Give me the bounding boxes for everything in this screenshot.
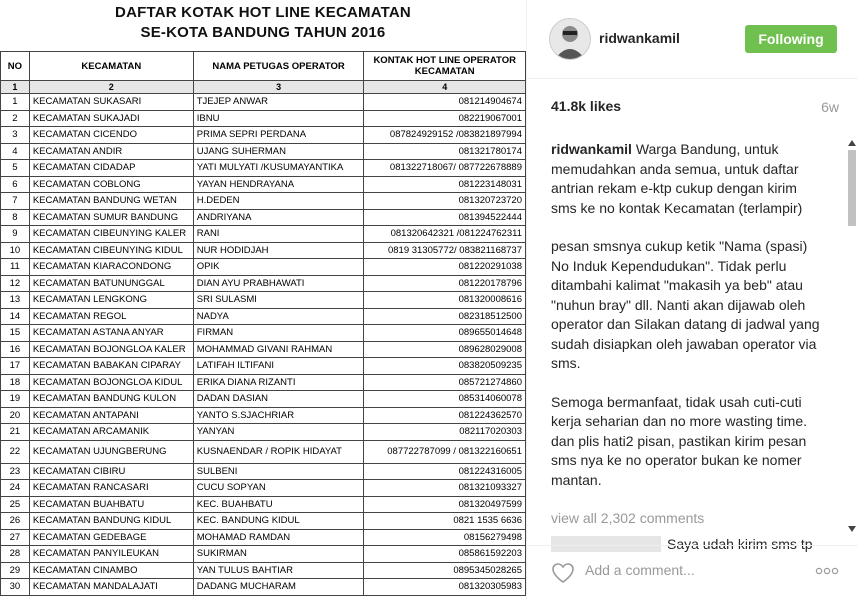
cell-kecamatan: KECAMATAN PANYILEUKAN [29, 546, 193, 563]
table-header-row [1, 52, 526, 81]
cell-kontak: 08156279498 [364, 529, 526, 546]
table-row [1, 259, 526, 276]
cell-no: 17 [1, 358, 30, 375]
following-button[interactable]: Following [745, 25, 837, 53]
cell-no: 9 [1, 226, 30, 243]
caption-paragraph-2: pesan smsnya cukup ketik "Nama (spasi) No Induk Kependudukan". Tidak perlu ditambahi kalimat "makasih ya beb" atau "nuhun bray" dll. Nanti akan dijawab oleh operator dan Silakan datang di jadwal yang sudah disiapkan oleh jawaban operator via sms. [551, 238, 820, 371]
cell-nama: YANYAN [193, 424, 364, 441]
cell-kontak: 085721274860 [364, 374, 526, 391]
table-row [1, 176, 526, 193]
cell-kecamatan: KECAMATAN BOJONGLOA KIDUL [29, 374, 193, 391]
cell-no: 1 [1, 94, 30, 111]
cell-kecamatan: KECAMATAN CIBIRU [29, 463, 193, 480]
table-row [1, 209, 526, 226]
table-row [1, 562, 526, 579]
caption-text-1: Warga Bandung, untuk memudahkan anda semua, untuk daftar antrian rekam e-ktp cukup dengan kirim sms ke no kontak Kecamatan (terlampir) [551, 141, 803, 216]
column-number-row [1, 81, 526, 94]
cell-kecamatan: KECAMATAN BANDUNG KULON [29, 391, 193, 408]
cell-kecamatan: KECAMATAN ANDIR [29, 143, 193, 160]
cell-kecamatan: KECAMATAN SUMUR BANDUNG [29, 209, 193, 226]
cell-no: 24 [1, 480, 30, 497]
cell-kontak: 081220178796 [364, 275, 526, 292]
cell-kontak: 081320305983 [364, 579, 526, 596]
cell-kecamatan: KECAMATAN CIDADAP [29, 160, 193, 177]
table-row [1, 374, 526, 391]
cell-kontak: 082117020303 [364, 424, 526, 441]
cell-kecamatan: KECAMATAN SUKAJADI [29, 110, 193, 127]
table-row [1, 308, 526, 325]
cell-nama: MOHAMMAD GIVANI RAHMAN [193, 341, 364, 358]
table-row [1, 341, 526, 358]
cell-kecamatan: KECAMATAN BANDUNG KIDUL [29, 513, 193, 530]
table-row [1, 546, 526, 563]
cell-kontak: 089628029008 [364, 341, 526, 358]
cell-nama: SULBENI [193, 463, 364, 480]
cell-nama: OPIK [193, 259, 364, 276]
cell-kontak: 0819 31305772/ 083821168737 [364, 242, 526, 259]
header-no: NO [1, 52, 30, 81]
cell-no: 6 [1, 176, 30, 193]
scroll-thumb[interactable] [848, 150, 856, 226]
table-row [1, 143, 526, 160]
username[interactable]: ridwankamil [599, 30, 680, 46]
cell-nama: TJEJEP ANWAR [193, 94, 364, 111]
avatar-image [550, 19, 590, 59]
caption-username[interactable]: ridwankamil [551, 141, 632, 157]
cell-no: 28 [1, 546, 30, 563]
table-row [1, 424, 526, 441]
post-sidebar [526, 0, 858, 600]
post-footer [527, 545, 858, 601]
cell-no: 3 [1, 127, 30, 144]
cell-kontak: 081214904674 [364, 94, 526, 111]
caption-paragraph-3: Semoga bermanfaat, tidak usah cuti-cuti kerja seharian dan no more wasting time. dan plis hati2 pisan, pastikan kirim pesan sms nya ke no operator bukan ke nomer mantan. [551, 393, 808, 488]
cell-kontak: 087722787099 / 081322160651 [364, 440, 526, 463]
cell-no: 20 [1, 407, 30, 424]
cell-kontak: 0895345028265 [364, 562, 526, 579]
cell-kontak: 081223148031 [364, 176, 526, 193]
table-row [1, 226, 526, 243]
cell-kecamatan: KECAMATAN CINAMBO [29, 562, 193, 579]
cell-nama: ANDRIYANA [193, 209, 364, 226]
cell-nama: YAYAN HENDRAYANA [193, 176, 364, 193]
more-options-icon[interactable] [815, 566, 839, 576]
table-row [1, 193, 526, 210]
cell-kecamatan: KECAMATAN ASTANA ANYAR [29, 325, 193, 342]
table-row [1, 94, 526, 111]
cell-kontak: 081321780174 [364, 143, 526, 160]
post-time: 6w [821, 99, 839, 115]
cell-kontak: 085314060078 [364, 391, 526, 408]
table-row [1, 391, 526, 408]
table-row [1, 480, 526, 497]
cell-kontak: 081320642321 /081224762311 [364, 226, 526, 243]
cell-kecamatan: KECAMATAN CIBEUNYING KIDUL [29, 242, 193, 259]
cell-kecamatan: KECAMATAN UJUNGBERUNG [29, 440, 193, 463]
cell-no: 5 [1, 160, 30, 177]
cell-nama: IBNU [193, 110, 364, 127]
cell-nama: SUKIRMAN [193, 546, 364, 563]
cell-kontak: 081220291038 [364, 259, 526, 276]
cell-kecamatan: KECAMATAN BOJONGLOA KALER [29, 341, 193, 358]
hotline-table [0, 51, 526, 596]
cell-nama: DADANG MUCHARAM [193, 579, 364, 596]
cell-no: 29 [1, 562, 30, 579]
table-row [1, 358, 526, 375]
cell-no: 2 [1, 110, 30, 127]
cell-no: 4 [1, 143, 30, 160]
cell-no: 14 [1, 308, 30, 325]
cell-kecamatan: KECAMATAN COBLONG [29, 176, 193, 193]
cell-kecamatan: KECAMATAN BANDUNG WETAN [29, 193, 193, 210]
cell-no: 30 [1, 579, 30, 596]
cell-nama: FIRMAN [193, 325, 364, 342]
cell-kecamatan: KECAMATAN GEDEBAGE [29, 529, 193, 546]
cell-nama: PRIMA SEPRI PERDANA [193, 127, 364, 144]
cell-nama: NADYA [193, 308, 364, 325]
add-comment-input[interactable]: Add a comment... [585, 562, 695, 578]
cell-nama: NUR HODIDJAH [193, 242, 364, 259]
cell-kontak: 081224362570 [364, 407, 526, 424]
cell-kontak: 089655014648 [364, 325, 526, 342]
cell-nama: ERIKA DIANA RIZANTI [193, 374, 364, 391]
comments-area [551, 140, 826, 552]
cell-nama: KEC. BUAHBATU [193, 496, 364, 513]
header-nama: NAMA PETUGAS OPERATOR [193, 52, 364, 81]
cell-no: 7 [1, 193, 30, 210]
cell-nama: KEC. BANDUNG KIDUL [193, 513, 364, 530]
cell-kontak: 081320723720 [364, 193, 526, 210]
likes-count[interactable]: 41.8k likes [551, 98, 622, 114]
header-kecamatan: KECAMATAN [29, 52, 193, 81]
cell-no: 27 [1, 529, 30, 546]
cell-no: 22 [1, 440, 30, 463]
cell-kontak: 081322718067/ 087722678889 [364, 160, 526, 177]
table-row [1, 440, 526, 463]
heart-icon[interactable] [551, 562, 575, 584]
cell-no: 18 [1, 374, 30, 391]
cell-kontak: 082318512500 [364, 308, 526, 325]
cell-no: 15 [1, 325, 30, 342]
cell-no: 13 [1, 292, 30, 309]
cell-nama: UJANG SUHERMAN [193, 143, 364, 160]
table-row [1, 325, 526, 342]
cell-kecamatan: KECAMATAN BATUNUNGGAL [29, 275, 193, 292]
cell-kecamatan: KECAMATAN BABAKAN CIPARAY [29, 358, 193, 375]
cell-no: 12 [1, 275, 30, 292]
cell-nama: DIAN AYU PRABHAWATI [193, 275, 364, 292]
cell-kecamatan: KECAMATAN RANCASARI [29, 480, 193, 497]
cell-nama: SRI SULASMI [193, 292, 364, 309]
cell-nama: YANTO S.SJACHRIAR [193, 407, 364, 424]
colnum-1: 1 [1, 81, 30, 94]
cell-no: 10 [1, 242, 30, 259]
cell-kecamatan: KECAMATAN LENGKONG [29, 292, 193, 309]
cell-kontak: 081321093327 [364, 480, 526, 497]
table-row [1, 513, 526, 530]
cell-no: 23 [1, 463, 30, 480]
cell-no: 16 [1, 341, 30, 358]
cell-kecamatan: KECAMATAN KIARACONDONG [29, 259, 193, 276]
cell-kecamatan: KECAMATAN ARCAMANIK [29, 424, 193, 441]
avatar[interactable] [549, 18, 591, 60]
sheet-title: DAFTAR KOTAK HOT LINE KECAMATAN [115, 4, 411, 21]
cell-kontak: 081394522444 [364, 209, 526, 226]
table-row [1, 529, 526, 546]
cell-nama: DADAN DASIAN [193, 391, 364, 408]
cell-kecamatan: KECAMATAN CIBEUNYING KALER [29, 226, 193, 243]
cell-kontak: 081224316005 [364, 463, 526, 480]
cell-nama: MOHAMAD RAMDAN [193, 529, 364, 546]
cell-no: 21 [1, 424, 30, 441]
cell-nama: YATI MULYATI /KUSUMAYANTIKA [193, 160, 364, 177]
cell-kecamatan: KECAMATAN SUKASARI [29, 94, 193, 111]
cell-nama: LATIFAH ILTIFANI [193, 358, 364, 375]
cell-no: 26 [1, 513, 30, 530]
cell-no: 25 [1, 496, 30, 513]
cell-kecamatan: KECAMATAN REGOL [29, 308, 193, 325]
comments-scrollbar[interactable] [847, 140, 857, 532]
cell-kontak: 0821 1535 6636 [364, 513, 526, 530]
view-all-comments-link[interactable]: view all 2,302 comments [551, 510, 705, 526]
cell-nama: YAN TULUS BAHTIAR [193, 562, 364, 579]
cell-no: 8 [1, 209, 30, 226]
table-row [1, 407, 526, 424]
cell-kecamatan: KECAMATAN BUAHBATU [29, 496, 193, 513]
post-header [527, 0, 858, 79]
cell-kecamatan: KECAMATAN MANDALAJATI [29, 579, 193, 596]
cell-kecamatan: KECAMATAN ANTAPANI [29, 407, 193, 424]
comment-text: Saya udah kirim sms tp [667, 535, 813, 552]
ellipsis-icon [815, 567, 839, 575]
cell-kontak: 082219067001 [364, 110, 526, 127]
table-row [1, 242, 526, 259]
cell-kecamatan: KECAMATAN CICENDO [29, 127, 193, 144]
colnum-4: 4 [364, 81, 526, 94]
cell-kontak: 085861592203 [364, 546, 526, 563]
cell-no: 11 [1, 259, 30, 276]
table-row [1, 292, 526, 309]
caption-paragraph-1 [551, 140, 826, 218]
sheet-subtitle: SE-KOTA BANDUNG TAHUN 2016 [140, 24, 386, 41]
cell-kontak: 083820509235 [364, 358, 526, 375]
header-kontak: KONTAK HOT LINE OPERATOR KECAMATAN [364, 52, 526, 81]
cell-no: 19 [1, 391, 30, 408]
cell-nama: H.DEDEN [193, 193, 364, 210]
scroll-down-icon[interactable] [848, 526, 856, 532]
table-row [1, 496, 526, 513]
table-row [1, 579, 526, 596]
cell-kontak: 081320497599 [364, 496, 526, 513]
cell-nama: KUSNAENDAR / ROPIK HIDAYAT [193, 440, 364, 463]
cell-kontak: 081320008616 [364, 292, 526, 309]
table-row [1, 275, 526, 292]
table-row [1, 160, 526, 177]
table-row [1, 110, 526, 127]
cell-kontak: 087824929152 /083821897994 [364, 127, 526, 144]
cell-nama: RANI [193, 226, 364, 243]
table-row [1, 127, 526, 144]
colnum-3: 3 [193, 81, 364, 94]
cell-nama: CUCU SOPYAN [193, 480, 364, 497]
scroll-up-icon[interactable] [848, 140, 856, 146]
colnum-2: 2 [29, 81, 193, 94]
table-row [1, 463, 526, 480]
